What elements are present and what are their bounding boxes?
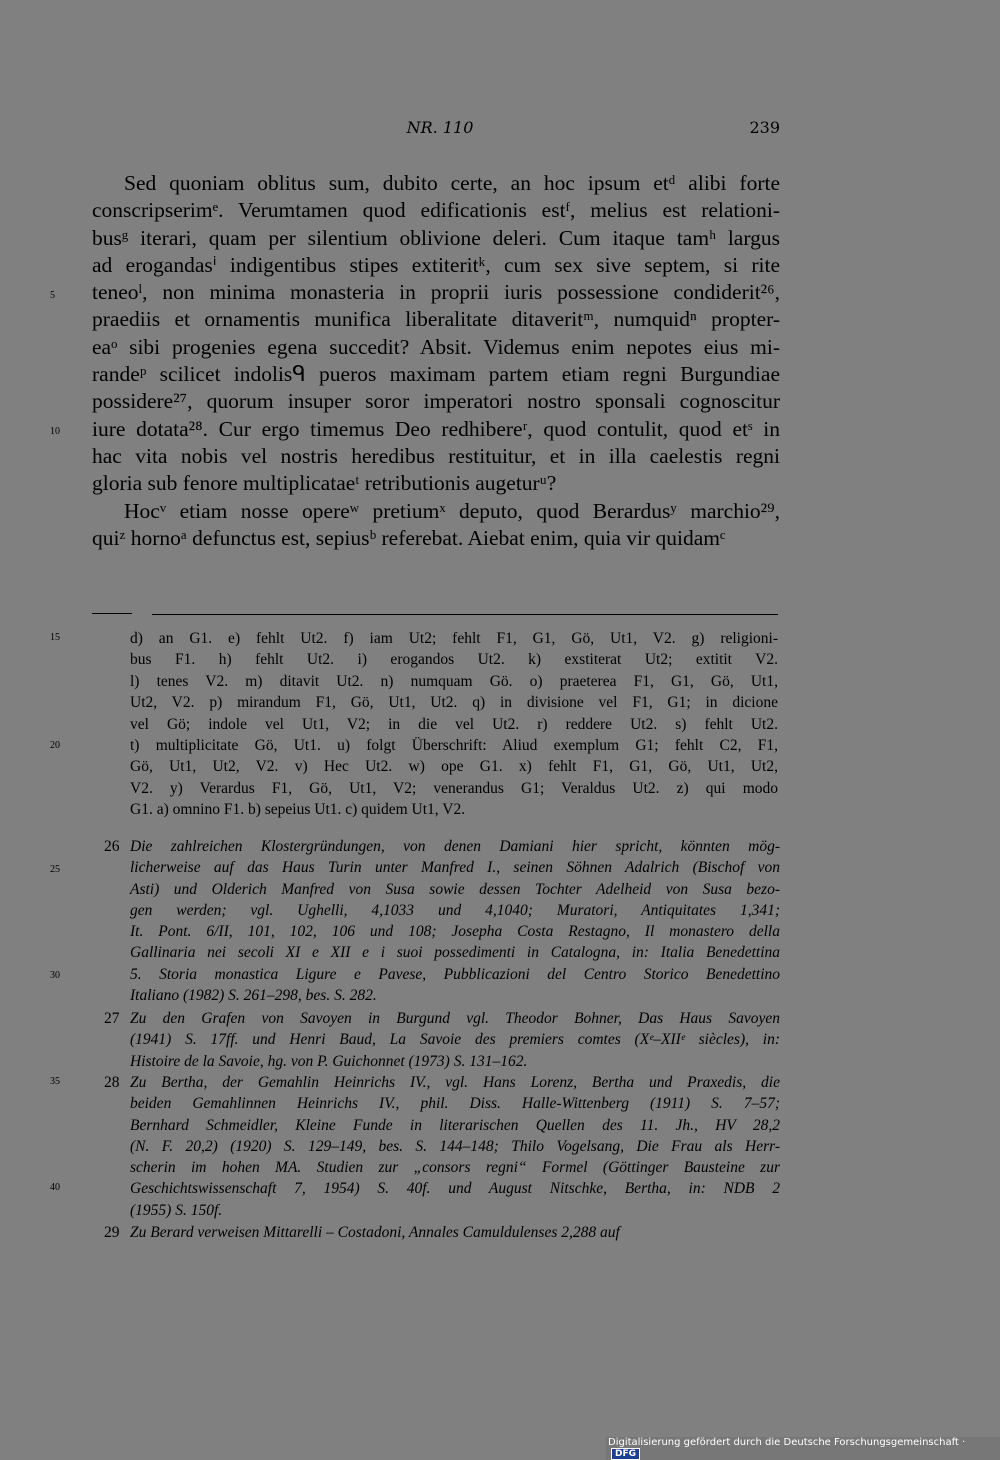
- text-line: eaᵒ sibi progenies egena succedit? Absit. Videmus enim nepotes eius mi-: [92, 334, 780, 359]
- text-line: iure dotata²⁸. Cur ergo timemus Deo redhibereʳ, quod contulit, quod etˢ in: [92, 416, 780, 441]
- line-number: 40: [50, 1182, 60, 1193]
- footnote-line: Geschichtswissenschaft 7, 1954) S. 40f. und August Nitschke, Bertha, in: NDB 2: [130, 1180, 780, 1198]
- text-line: Hocᵛ etiam nosse opereʷ pretiumˣ deputo, quod Berardusʸ marchio²⁹,: [124, 498, 780, 523]
- footnote-line: Bernhard Schmeidler, Kleine Funde in literarischen Quellen des 11. Jh., HV 28,2: [130, 1116, 780, 1134]
- apparatus-notes: [130, 628, 778, 821]
- footnote-number: 29: [104, 1224, 120, 1241]
- footnote-line: (1941) S. 17ff. und Henri Baud, La Savoie des premiers comtes (Xᵉ–XIIᵉ siècles), in:: [130, 1031, 780, 1049]
- note-line: V2. y) Verardus F1, Gö, Ut1, V2; venerandus G1; Veraldus Ut2. z) qui modo: [130, 779, 778, 797]
- footnote-line: Italiano (1982) S. 261–298, bes. S. 282.: [130, 987, 377, 1005]
- line-number: 15: [50, 632, 60, 643]
- footnote-line: Zu den Grafen von Savoyen in Burgund vgl. Theodor Bohner, Das Haus Savoyen: [130, 1010, 780, 1027]
- text-line: conscripserimᵉ. Verumtamen quod edificationis estᶠ, melius est relationi-: [92, 198, 780, 223]
- footnote-line: scherin im hohen MA. Studien zur „consors regni“ Formel (Göttinger Bausteine zur: [130, 1159, 780, 1177]
- text-line: Sed quoniam oblitus sum, dubito certe, an hoc ipsum etᵈ alibi forte: [124, 171, 780, 195]
- text-line: busᵍ iterari, quam per silentium oblivione deleri. Cum itaque tamʰ largus: [92, 225, 780, 250]
- note-line: G1. a) omnino F1. b) sepeius Ut1. c) quidem Ut1, V2.: [130, 801, 466, 819]
- line-number: 30: [50, 970, 60, 981]
- footnote-rule: [152, 614, 778, 615]
- footnote-line: (N. F. 20,2) (1920) S. 129–149, bes. S. 144–148; Thilo Vogelsang, Die Frau als Herr-: [130, 1137, 780, 1155]
- footnote-line: Histoire de la Savoie, hg. von P. Guichonnet (1973) S. 131–162.: [130, 1052, 528, 1070]
- footnote-26: [104, 836, 780, 1006]
- running-header-title: NR. 110: [406, 118, 474, 137]
- note-line: l) tenes V2. m) ditavit Ut2. n) numquam Gö. o) praeterea F1, G1, Gö, Ut1,: [130, 672, 778, 690]
- footnote-27: [104, 1008, 780, 1072]
- footnote-line: 5. Storia monastica Ligure e Pavese, Pubblicazioni del Centro Storico Benedettino: [130, 965, 780, 983]
- footnote-number: 26: [104, 838, 120, 855]
- main-text: [92, 170, 780, 552]
- footnote-rule-short: [92, 613, 132, 614]
- footnote-line: Die zahlreichen Klostergründungen, von denen Damiani hier spricht, könnten mög-: [130, 838, 780, 855]
- text-line: ad erogandasⁱ indigentibus stipes extiteritᵏ, cum sex sive septem, si rite: [92, 252, 780, 277]
- note-line: Ut2, V2. p) mirandum F1, Gö, Ut1, Ut2. q) in divisione vel F1, G1; in dicione: [130, 694, 778, 712]
- line-number: 20: [50, 740, 60, 751]
- footnote-line: (1955) S. 150f.: [130, 1201, 223, 1219]
- page-number: 239: [749, 118, 780, 137]
- text-line: gloria sub fenore multiplicataeᵗ retributionis augeturᵘ?: [92, 471, 557, 496]
- footnote-line: Zu Berard verweisen Mittarelli – Costadoni, Annales Camuldulenses 2,288 auf: [130, 1224, 620, 1241]
- text-line: possidere²⁷, quorum insuper soror imperatori nostro sponsali cognoscitur: [92, 389, 780, 414]
- line-number: 5: [50, 290, 55, 301]
- footnote-28: [104, 1072, 780, 1221]
- footnote-line: Asti) und Olderich Manfred von Susa sowie dessen Tochter Adelheid von Susa bezo-: [130, 880, 780, 898]
- text-line: teneoˡ, non minima monasteria in proprii iuris possessione condiderit²⁶,: [92, 280, 780, 305]
- line-number: 25: [50, 864, 60, 875]
- funding-banner: Digitalisierung gefördert durch die Deutsche Forschungsgemeinschaft · DFG: [606, 1437, 1000, 1460]
- text-line: randeᵖ scilicet indolisᑫ pueros maximam partem etiam regni Burgundiae: [92, 362, 780, 387]
- footnote-line: beiden Gemahlinnen Heinrichs IV., phil. Diss. Halle-Wittenberg (1911) S. 7–57;: [130, 1095, 780, 1113]
- text-line: praediis et ornamentis munifica liberalitate ditaveritᵐ, numquidⁿ propter-: [92, 307, 780, 332]
- line-number: 10: [50, 426, 60, 437]
- funding-text: Digitalisierung gefördert durch die Deutsche Forschungsgemeinschaft: [608, 1437, 959, 1448]
- footnote-line: Zu Bertha, der Gemahlin Heinrichs IV., vgl. Hans Lorenz, Bertha und Praxedis, die: [130, 1074, 780, 1091]
- dfg-logo: DFG: [611, 1448, 640, 1460]
- text-line: hac vita nobis vel nostris heredibus restituitur, et in illa caelestis regni: [92, 443, 780, 468]
- footnote-line: gen werden; vgl. Ughelli, 4,1033 und 4,1040; Muratori, Antiquitates 1,341;: [130, 901, 780, 919]
- note-line: vel Gö; indole vel Ut1, V2; in die vel Ut2. r) reddere Ut2. s) fehlt Ut2.: [130, 715, 778, 733]
- text-line: quiᶻ hornoᵃ defunctus est, sepiusᵇ referebat. Aiebat enim, quia vir quidamᶜ: [92, 525, 726, 550]
- footnote-line: It. Pont. 6/II, 101, 102, 106 und 108; Josepha Costa Restagno, Il monastero della: [130, 923, 780, 941]
- line-number: 35: [50, 1076, 60, 1087]
- footnote-number: 27: [104, 1010, 120, 1027]
- note-line: Gö, Ut1, Ut2, V2. v) Hec Ut2. w) ope G1. x) fehlt F1, G1, Gö, Ut1, Ut2,: [130, 758, 778, 776]
- note-line: t) multiplicitate Gö, Ut1. u) folgt Überschrift: Aliud exemplum G1; fehlt C2, F1,: [130, 736, 778, 754]
- note-line: bus F1. h) fehlt Ut2. i) erogandos Ut2. k) exstiterat Ut2; extitit V2.: [130, 651, 778, 669]
- footnote-29: [104, 1222, 780, 1243]
- note-line: d) an G1. e) fehlt Ut2. f) iam Ut2; fehlt F1, G1, Gö, Ut1, V2. g) religioni-: [130, 630, 778, 647]
- footnote-line: Gallinaria nei secoli XI e XII e i suoi possedimenti in Catalogna, in: Italia Benedettina: [130, 944, 780, 962]
- footnote-line: licherweise auf das Haus Turin unter Manfred I., seinen Söhnen Adalrich (Bischof von: [130, 859, 780, 877]
- footnote-number: 28: [104, 1074, 120, 1091]
